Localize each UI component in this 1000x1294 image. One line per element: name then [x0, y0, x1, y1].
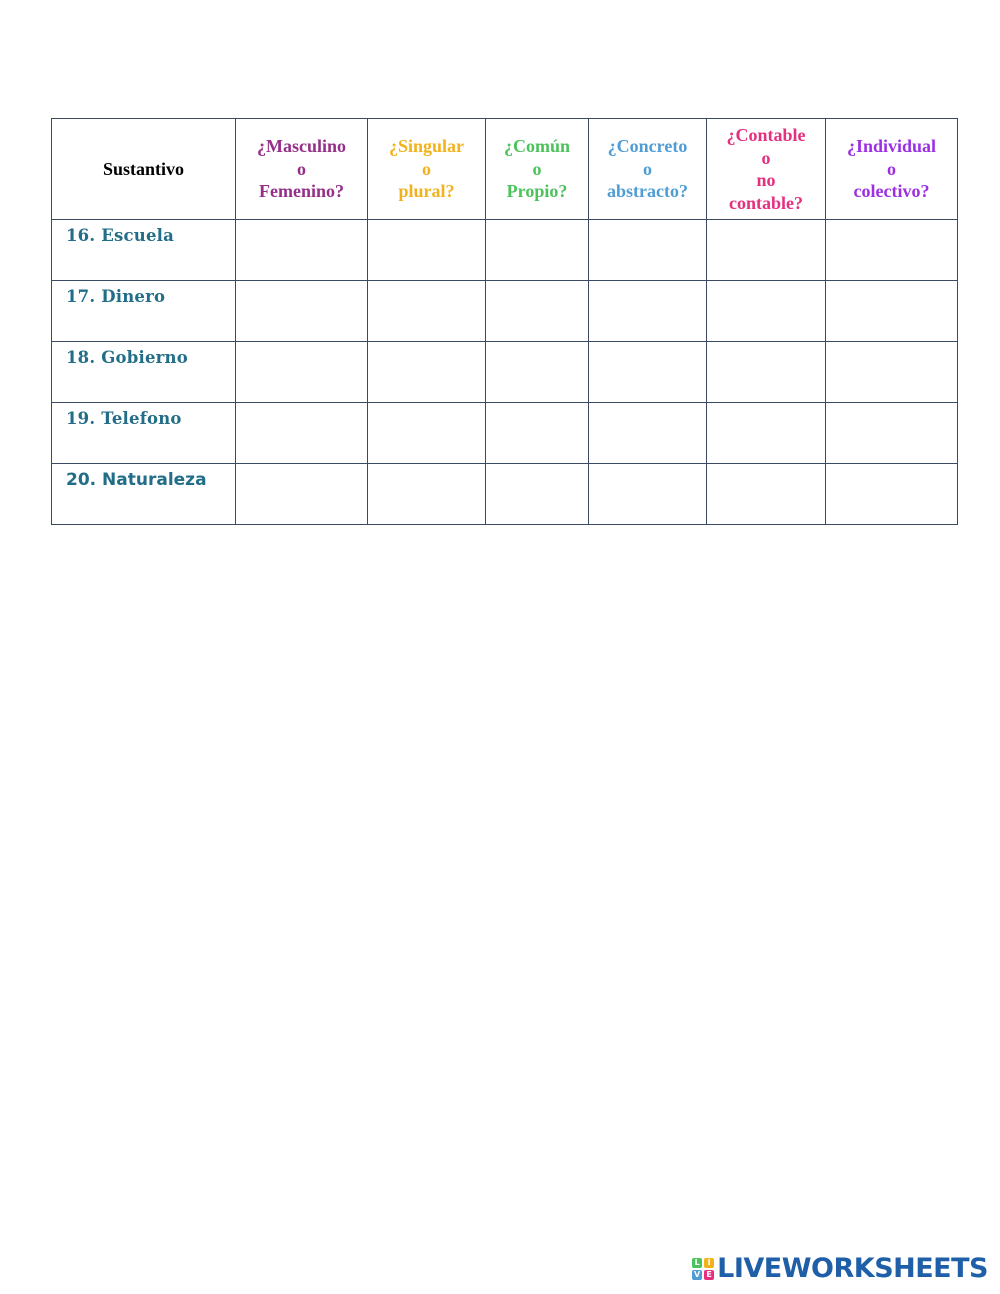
noun-label: 17. Dinero — [52, 281, 236, 342]
header-line: o — [887, 158, 896, 179]
answer-cell[interactable] — [826, 464, 958, 525]
worksheet-table — [51, 118, 958, 525]
answer-cell[interactable] — [368, 403, 486, 464]
answer-cell[interactable] — [589, 281, 707, 342]
header-sustantivo — [52, 119, 236, 220]
answer-cell[interactable] — [486, 464, 589, 525]
noun-label: 20. Naturaleza — [52, 464, 236, 525]
answer-cell[interactable] — [707, 281, 826, 342]
answer-cell[interactable] — [707, 220, 826, 281]
answer-cell[interactable] — [236, 342, 368, 403]
answer-cell[interactable] — [486, 220, 589, 281]
header-line: plural? — [398, 181, 455, 202]
header-line: ¿Concreto — [607, 136, 688, 157]
answer-cell[interactable] — [826, 403, 958, 464]
noun-label: 16. Escuela — [52, 220, 236, 281]
header-line: contable? — [729, 192, 803, 213]
answer-cell[interactable] — [707, 464, 826, 525]
header-singular-plural — [368, 119, 486, 220]
header-masculino-femenino — [236, 119, 368, 220]
header-line: ¿Contable — [726, 125, 806, 145]
answer-cell[interactable] — [589, 342, 707, 403]
header-line: colectivo? — [853, 181, 930, 202]
noun-label: 19. Telefono — [52, 403, 236, 464]
header-line: ¿Singular — [388, 136, 465, 157]
answer-cell[interactable] — [236, 281, 368, 342]
header-line: o — [643, 158, 652, 179]
answer-cell[interactable] — [826, 281, 958, 342]
table-row — [52, 342, 958, 403]
answer-cell[interactable] — [236, 220, 368, 281]
noun-label: 18. Gobierno — [52, 342, 236, 403]
answer-cell[interactable] — [826, 342, 958, 403]
answer-cell[interactable] — [486, 403, 589, 464]
answer-cell[interactable] — [236, 403, 368, 464]
header-line: abstracto? — [607, 181, 688, 202]
header-line: ¿Común — [503, 136, 570, 157]
answer-cell[interactable] — [589, 403, 707, 464]
answer-cell[interactable] — [368, 281, 486, 342]
logo-letter: L — [692, 1258, 702, 1268]
answer-cell[interactable] — [486, 281, 589, 342]
logo-letter: E — [704, 1270, 714, 1280]
liveworksheets-logo-icon — [692, 1258, 714, 1280]
liveworksheets-logo — [692, 1254, 988, 1284]
answer-cell[interactable] — [589, 220, 707, 281]
answer-cell[interactable] — [589, 464, 707, 525]
answer-cell[interactable] — [707, 403, 826, 464]
logo-text: LIVEWORKSHEETS — [717, 1253, 988, 1284]
answer-cell[interactable] — [486, 342, 589, 403]
header-concreto-abstracto — [589, 119, 707, 220]
header-contable-no-contable — [707, 119, 826, 220]
header-line: ¿Individual — [846, 136, 937, 157]
header-line: ¿Masculino — [256, 136, 346, 157]
table-row — [52, 220, 958, 281]
answer-cell[interactable] — [826, 220, 958, 281]
header-individual-colectivo — [826, 119, 958, 220]
answer-cell[interactable] — [368, 342, 486, 403]
header-line: Propio? — [506, 181, 568, 202]
header-line: Femenino? — [259, 181, 344, 202]
answer-cell[interactable] — [236, 464, 368, 525]
header-line: o — [297, 158, 306, 179]
answer-cell[interactable] — [707, 342, 826, 403]
header-line: Sustantivo — [102, 158, 185, 179]
header-line: o — [532, 158, 542, 179]
header-row — [52, 119, 958, 220]
logo-letter: I — [704, 1258, 714, 1268]
header-line: no — [756, 170, 776, 190]
table-row — [52, 464, 958, 525]
table-row — [52, 403, 958, 464]
logo-letter: V — [694, 1270, 701, 1279]
answer-cell[interactable] — [368, 464, 486, 525]
header-line: o — [761, 147, 771, 168]
header-comun-propio — [486, 119, 589, 220]
answer-cell[interactable] — [368, 220, 486, 281]
table-row — [52, 281, 958, 342]
header-line: o — [422, 158, 431, 179]
